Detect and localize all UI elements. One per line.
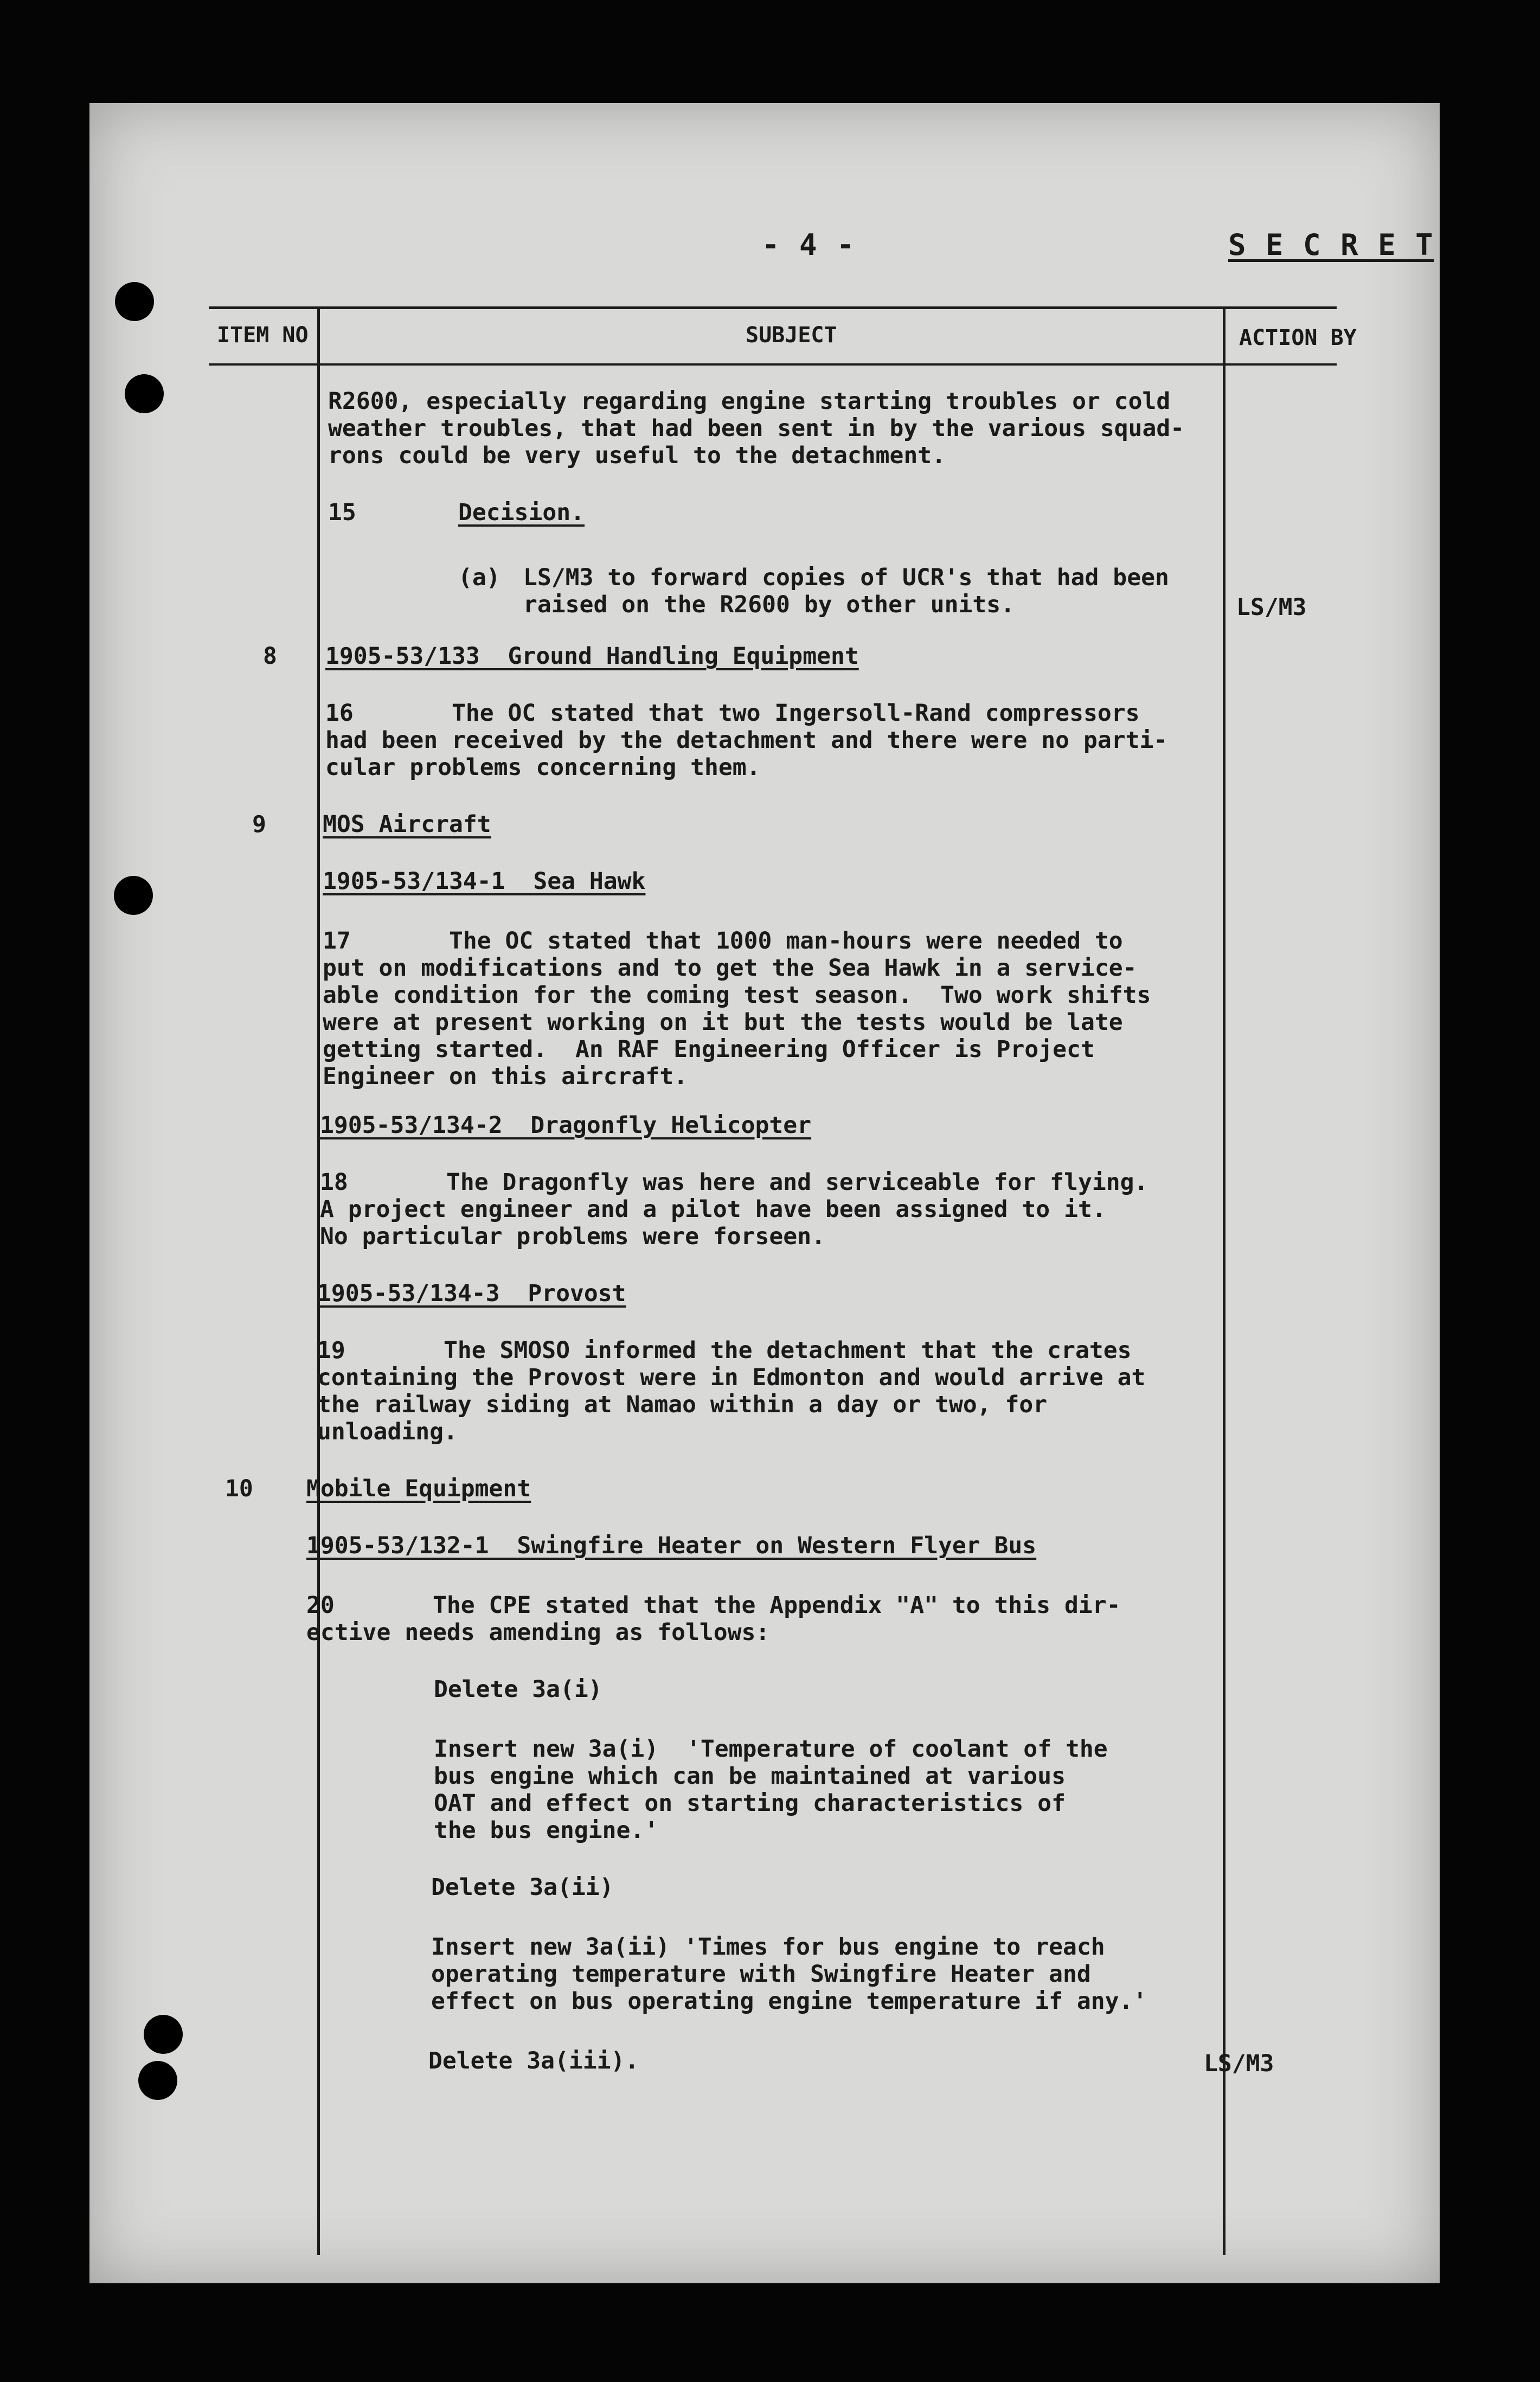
amendment-line: Insert new 3a(i) 'Temperature of coolant of the <box>434 1736 1108 1763</box>
punch-hole <box>115 282 154 321</box>
amendment-line: effect on bus operating engine temperature if any.' <box>431 1988 1147 2015</box>
paragraph-line: had been received by the detachment and there were no parti- <box>325 727 1168 754</box>
paragraph-line: containing the Provost were in Edmonton and would arrive at <box>317 1364 1146 1391</box>
table-header-rule <box>209 363 1337 366</box>
sub-item-heading: 1905-53/134-1 Sea Hawk <box>323 868 646 895</box>
paragraph-line: A project engineer and a pilot have been assigned to it. <box>320 1196 1106 1223</box>
item-heading: Mobile Equipment <box>306 1475 531 1502</box>
paragraph-line: able condition for the coming test season. Two work shifts <box>323 982 1151 1009</box>
item-number: 9 <box>252 811 266 838</box>
document-page <box>89 103 1440 2283</box>
item-number: 10 <box>225 1475 253 1502</box>
decision-line: LS/M3 to forward copies of UCR's that had been <box>523 564 1169 591</box>
item-heading: 1905-53/133 Ground Handling Equipment <box>325 643 859 670</box>
sub-item-heading: 1905-53/134-3 Provost <box>317 1280 626 1307</box>
table-top-rule <box>209 306 1337 309</box>
paragraph-line: 18 The Dragonfly was here and serviceable for flying. <box>320 1169 1148 1196</box>
paragraph-line: unloading. <box>317 1418 458 1445</box>
item-number: 8 <box>263 643 277 670</box>
paragraph-line: 16 The OC stated that two Ingersoll-Rand compressors <box>325 700 1140 727</box>
punch-hole <box>138 2061 177 2100</box>
continuation-line: rons could be very useful to the detachment. <box>328 442 946 469</box>
action-column-rule <box>1223 308 1225 2255</box>
item-no-column-header: ITEM NO <box>217 323 309 348</box>
action-by-column-header: ACTION BY <box>1239 325 1357 350</box>
classification-marking: S E C R E T <box>1228 228 1434 262</box>
continuation-line: weather troubles, that had been sent in by the various squad- <box>328 415 1185 442</box>
item-heading: MOS Aircraft <box>323 811 491 838</box>
punch-hole <box>114 876 153 915</box>
punch-hole <box>125 374 164 413</box>
paragraph-line: 20 The CPE stated that the Appendix "A" to this dir- <box>306 1592 1121 1619</box>
paragraph-line: the railway siding at Namao within a day or two, for <box>317 1391 1048 1418</box>
sub-label: (a) <box>458 564 501 591</box>
paragraph-line: getting started. An RAF Engineering Officer is Project <box>323 1036 1095 1063</box>
decision-line: raised on the R2600 by other units. <box>523 591 1015 618</box>
sub-item-heading: 1905-53/132-1 Swingfire Heater on Western Flyer Bus <box>306 1532 1037 1559</box>
decision-heading: Decision. <box>458 499 585 526</box>
amendment-line: Delete 3a(i) <box>434 1676 602 1703</box>
paragraph-line: 19 The SMOSO informed the detachment that the crates <box>317 1337 1132 1364</box>
sub-item-heading: 1905-53/134-2 Dragonfly Helicopter <box>320 1112 812 1139</box>
amendment-line: Insert new 3a(ii) 'Times for bus engine to reach <box>431 1933 1105 1961</box>
amendment-line: the bus engine.' <box>434 1817 659 1844</box>
paragraph-line: Engineer on this aircraft. <box>323 1063 688 1090</box>
amendment-line: OAT and effect on starting characteristics of <box>434 1790 1066 1817</box>
action-by-value: LS/M3 <box>1236 594 1307 621</box>
punch-hole <box>144 2015 183 2054</box>
page-number: - 4 - <box>762 228 856 262</box>
continuation-line: R2600, especially regarding engine starting troubles or cold <box>328 388 1171 415</box>
amendment-line: Delete 3a(ii) <box>431 1874 614 1901</box>
paragraph-line: No particular problems were forseen. <box>320 1223 825 1250</box>
amendment-line: Delete 3a(iii). <box>428 2047 639 2074</box>
paragraph-line: 17 The OC stated that 1000 man-hours were needed to <box>323 927 1123 955</box>
paragraph-number: 15 <box>328 499 356 526</box>
paragraph-line: were at present working on it but the tests would be late <box>323 1009 1123 1036</box>
paragraph-line: cular problems concerning them. <box>325 754 761 781</box>
paragraph-line: ective needs amending as follows: <box>306 1619 770 1646</box>
subject-column-header: SUBJECT <box>746 323 837 348</box>
amendment-line: operating temperature with Swingfire Heater and <box>431 1961 1091 1988</box>
action-by-value: LS/M3 <box>1204 2050 1274 2077</box>
amendment-line: bus engine which can be maintained at various <box>434 1763 1066 1790</box>
paragraph-line: put on modifications and to get the Sea Hawk in a service- <box>323 955 1137 982</box>
